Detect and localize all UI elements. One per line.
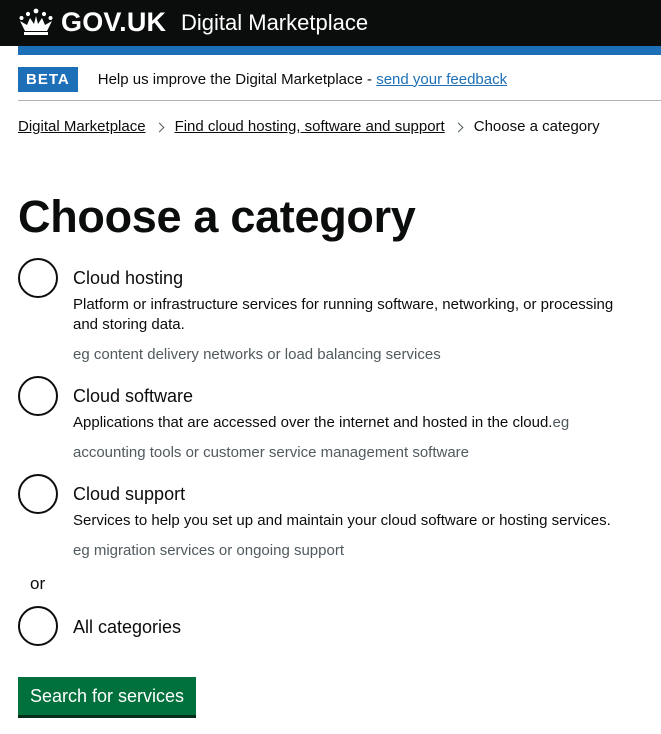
cloud-hosting-example: eg content delivery networks or load balancing services bbox=[73, 346, 441, 363]
cloud-support-radio[interactable] bbox=[18, 474, 58, 514]
cloud-software-example: eg accounting tools or customer service management software bbox=[73, 414, 570, 461]
phase-banner-message: Help us improve the Digital Marketplace - bbox=[97, 70, 377, 88]
cloud-software-description: Applications that are accessed over the internet and hosted in the cloud. bbox=[73, 414, 553, 431]
cloud-support-description: Services to help you set up and maintain your cloud software or hosting services. bbox=[73, 512, 611, 529]
header-accent-bar bbox=[18, 46, 661, 55]
feedback-link[interactable]: send your feedback bbox=[376, 70, 508, 88]
breadcrumb-find-cloud[interactable]: Find cloud hosting, software and support bbox=[174, 118, 445, 135]
breadcrumb bbox=[18, 117, 600, 137]
cloud-software-description-block bbox=[73, 408, 633, 468]
cloud-hosting-description: Platform or infrastructure services for running software, networking, or processing and storing data. bbox=[73, 296, 614, 333]
site-header bbox=[0, 0, 661, 46]
breadcrumb-digital-marketplace[interactable]: Digital Marketplace bbox=[18, 118, 146, 135]
govuk-logo-text: GOV.UK bbox=[61, 7, 167, 37]
chevron-right-icon bbox=[453, 122, 463, 132]
or-divider-text: or bbox=[30, 574, 46, 593]
phase-banner-text bbox=[98, 67, 507, 92]
chevron-right-icon bbox=[154, 122, 164, 132]
beta-tag: BETA bbox=[18, 67, 78, 92]
crown-icon bbox=[18, 8, 54, 36]
cloud-hosting-radio[interactable] bbox=[18, 258, 58, 298]
page-title: Choose a category bbox=[18, 191, 416, 242]
phase-banner-divider bbox=[18, 100, 661, 101]
govuk-logo-link[interactable] bbox=[18, 6, 166, 38]
phase-banner bbox=[18, 66, 507, 92]
all-categories-radio[interactable] bbox=[18, 606, 58, 646]
cloud-software-label[interactable]: Cloud software bbox=[73, 386, 194, 406]
cloud-hosting-label[interactable]: Cloud hosting bbox=[73, 268, 184, 288]
all-categories-label[interactable]: All categories bbox=[73, 617, 182, 637]
cloud-software-radio[interactable] bbox=[18, 376, 58, 416]
breadcrumb-current: Choose a category bbox=[473, 118, 600, 135]
search-for-services-button[interactable]: Search for services bbox=[18, 677, 196, 715]
cloud-support-label[interactable]: Cloud support bbox=[73, 484, 186, 504]
cloud-support-example: eg migration services or ongoing support bbox=[73, 542, 344, 559]
service-name-link[interactable]: Digital Marketplace bbox=[181, 10, 369, 35]
